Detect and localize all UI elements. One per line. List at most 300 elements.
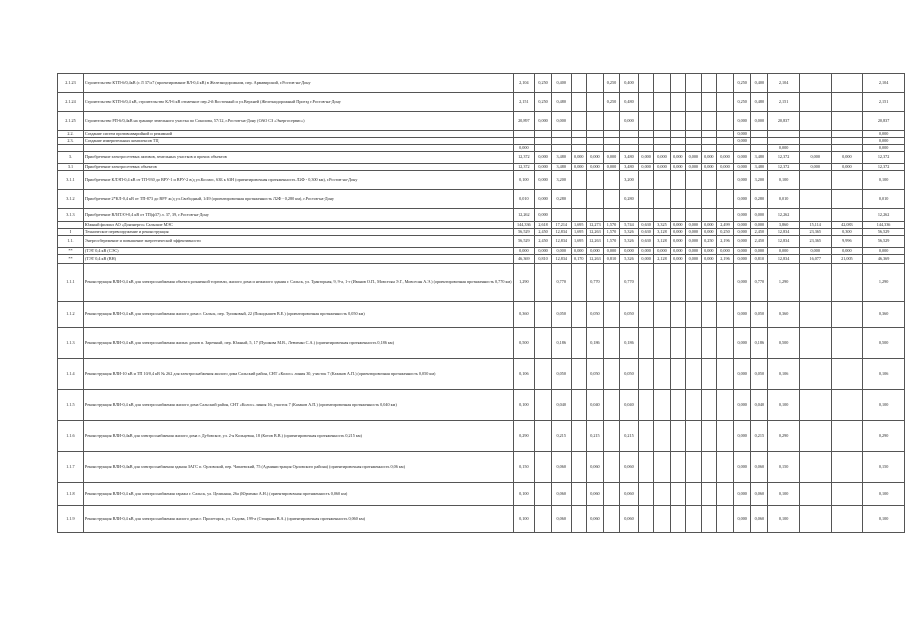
- row-name-cell: Приобретение электросетевых объектов: [83, 164, 513, 171]
- value-cell: [535, 390, 552, 421]
- value-cell: [701, 452, 717, 483]
- value-cell: 0,100: [768, 506, 800, 533]
- value-cell: [701, 421, 717, 452]
- row-name-cell: Создание систем противоаварийной и режимной: [83, 131, 513, 138]
- value-cell: 0,150: [863, 452, 905, 483]
- row-code-cell: 2.3.: [58, 138, 84, 145]
- value-cell: [638, 302, 654, 328]
- value-cell: [751, 138, 768, 145]
- row-name-cell: Энергосбережение и повышение энергетической эффективности: [83, 236, 513, 248]
- value-cell: 0,000: [535, 209, 552, 222]
- value-cell: [587, 74, 604, 93]
- value-cell: 3,480: [551, 152, 571, 164]
- row-name-cell: Реконструкция ВЛИ-0,4 кВ для электроснабжения жилых домов п. Заречный, пер. Южный, 5, 17 (Пушкова М.В., Левченко С.А.) (ориентировочная протяженность 0,186 км): [83, 328, 513, 359]
- value-cell: [717, 421, 734, 452]
- value-cell: [654, 131, 670, 138]
- value-cell: 0,250: [733, 93, 751, 112]
- value-cell: 0,060: [751, 506, 768, 533]
- value-cell: [638, 74, 654, 93]
- row-name-cell: Реконструкция ВЛИ-0,4кВ для электроснабжения жилого дома г. Дубовское, ул. 2-я Кольцевая, 18 (Котов В.В.) (ориентировочная протяженность 0,215 км): [83, 421, 513, 452]
- value-cell: 3,128: [654, 229, 670, 236]
- value-cell: 0,000: [670, 152, 686, 164]
- value-cell: 0,050: [751, 302, 768, 328]
- value-cell: 0,360: [768, 302, 800, 328]
- value-cell: [799, 483, 831, 506]
- value-cell: [638, 452, 654, 483]
- table-row: [58, 74, 905, 93]
- value-cell: [603, 452, 619, 483]
- value-cell: 12,834: [768, 229, 800, 236]
- value-cell: 0,250: [603, 93, 619, 112]
- value-cell: 2,104: [768, 74, 800, 93]
- value-cell: [717, 190, 734, 209]
- row-name-cell: Приобретение электросетевых активов, земельных участков и прочих объектов: [83, 152, 513, 164]
- row-code-cell: 3.1.3: [58, 209, 84, 222]
- value-cell: 0,280: [751, 190, 768, 209]
- value-cell: [603, 359, 619, 390]
- row-name-cell: Реконструкция ВЛИ-0,4кВ для электроснабжения здания ЗАГС п. Орловский, пер. Чапаевский, 75 (Администрация Орловского района) (ориентировочная протяженность 0,06 км): [83, 452, 513, 483]
- value-cell: [686, 452, 702, 483]
- value-cell: [535, 138, 552, 145]
- value-cell: 0,100: [863, 390, 905, 421]
- table-row: [58, 171, 905, 190]
- value-cell: 23,365: [799, 236, 831, 248]
- value-cell: [799, 390, 831, 421]
- value-cell: 0,050: [620, 302, 639, 328]
- value-cell: 0,100: [863, 171, 905, 190]
- value-cell: 1,290: [768, 264, 800, 302]
- value-cell: [717, 112, 734, 131]
- value-cell: [831, 74, 863, 93]
- value-cell: 0,000: [686, 255, 702, 264]
- value-cell: 0,000: [654, 152, 670, 164]
- value-cell: [717, 209, 734, 222]
- value-cell: [670, 131, 686, 138]
- value-cell: [603, 190, 619, 209]
- value-cell: 0,000: [670, 255, 686, 264]
- value-cell: [831, 145, 863, 152]
- value-cell: 0,000: [751, 209, 768, 222]
- row-code-cell: 1.1.6: [58, 421, 84, 452]
- value-cell: 0,290: [863, 421, 905, 452]
- value-cell: [620, 131, 639, 138]
- value-cell: 144,336: [863, 222, 905, 229]
- value-cell: [717, 131, 734, 138]
- value-cell: 0,000: [733, 152, 751, 164]
- value-cell: [831, 209, 863, 222]
- value-cell: [799, 74, 831, 93]
- value-cell: [831, 483, 863, 506]
- value-cell: [654, 506, 670, 533]
- value-cell: 0,000: [831, 248, 863, 255]
- value-cell: [551, 209, 571, 222]
- value-cell: [831, 171, 863, 190]
- value-cell: [638, 506, 654, 533]
- value-cell: [654, 328, 670, 359]
- value-cell: 0,100: [768, 483, 800, 506]
- row-name-cell: (ТЭТ 0,4 кВ (СЭС): [83, 248, 513, 255]
- row-code-cell: 2.1.25: [58, 112, 84, 131]
- value-cell: 1,695: [571, 229, 587, 236]
- value-cell: [587, 209, 604, 222]
- value-cell: 0,050: [751, 359, 768, 390]
- value-cell: 3,325: [654, 222, 670, 229]
- value-cell: [571, 302, 587, 328]
- row-code-cell: I: [58, 229, 84, 236]
- value-cell: [638, 145, 654, 152]
- value-cell: [638, 483, 654, 506]
- value-cell: [535, 452, 552, 483]
- value-cell: 12,372: [768, 164, 800, 171]
- row-name-cell: Строительство КТП-6/0,4 кВ, строительство КЛ-6 кВ отпаечное пер.2-й Восточный и ул.Верхней (Железнодорожный Проезд г.Ростов-на-Дону: [83, 93, 513, 112]
- value-cell: [638, 112, 654, 131]
- value-cell: [686, 138, 702, 145]
- value-cell: [654, 209, 670, 222]
- value-cell: [654, 112, 670, 131]
- value-cell: [831, 190, 863, 209]
- value-cell: [717, 506, 734, 533]
- value-cell: [571, 171, 587, 190]
- value-cell: [587, 138, 604, 145]
- table-row: [58, 264, 905, 302]
- row-name-cell: Реконструкция ВЛИ-0,4 кВ для электроснабжения гаража г. Сальск, ул. Целинная, 26а (Юрченко А.Н.) (ориентировочная протяженность 0,060 км): [83, 483, 513, 506]
- table-row: [58, 131, 905, 138]
- value-cell: 0,000: [799, 248, 831, 255]
- value-cell: 56,529: [863, 229, 905, 236]
- value-cell: [603, 209, 619, 222]
- value-cell: [587, 190, 604, 209]
- value-cell: 0,000: [733, 222, 751, 229]
- value-cell: 0,400: [551, 74, 571, 93]
- value-cell: [654, 93, 670, 112]
- value-cell: 0,000: [863, 145, 905, 152]
- value-cell: 0,000: [863, 131, 905, 138]
- row-code-cell: **: [58, 255, 84, 264]
- value-cell: 0,060: [620, 452, 639, 483]
- row-name-cell: Реконструкция ВЛИ-0,4 кВ для электроснабжения жилого дома г. Сальск, пер. Тупиковый, 22 (Покидышев В.Е.) (ориентировочная протяженность 0,050 км): [83, 302, 513, 328]
- value-cell: [587, 112, 604, 131]
- table-row: [58, 328, 905, 359]
- row-code-cell: **: [58, 248, 84, 255]
- value-cell: 0,100: [768, 171, 800, 190]
- value-cell: 0,100: [513, 506, 535, 533]
- value-cell: 0,360: [513, 302, 535, 328]
- value-cell: [638, 190, 654, 209]
- value-cell: [587, 171, 604, 190]
- value-cell: [603, 421, 619, 452]
- value-cell: [620, 138, 639, 145]
- value-cell: 0,000: [733, 236, 751, 248]
- value-cell: [686, 506, 702, 533]
- value-cell: 12,262: [513, 209, 535, 222]
- value-cell: 0,000: [571, 164, 587, 171]
- table-row: [58, 152, 905, 164]
- value-cell: 0,000: [733, 302, 751, 328]
- row-code-cell: 1.1.: [58, 236, 84, 248]
- value-cell: [603, 506, 619, 533]
- table-row: [58, 209, 905, 222]
- value-cell: 0,000: [670, 248, 686, 255]
- value-cell: 0,010: [863, 190, 905, 209]
- value-cell: [701, 209, 717, 222]
- value-cell: 17,214: [551, 222, 571, 229]
- value-cell: 0,000: [701, 248, 717, 255]
- value-cell: [603, 138, 619, 145]
- row-code-cell: 2.1.23: [58, 74, 84, 93]
- value-cell: [670, 483, 686, 506]
- value-cell: 0,100: [863, 483, 905, 506]
- value-cell: 0,810: [535, 255, 552, 264]
- value-cell: 0,000: [603, 248, 619, 255]
- value-cell: 0,040: [551, 390, 571, 421]
- value-cell: 0,060: [620, 483, 639, 506]
- value-cell: [535, 506, 552, 533]
- value-cell: 12,262: [768, 209, 800, 222]
- value-cell: [686, 302, 702, 328]
- value-cell: [717, 74, 734, 93]
- row-code-cell: 2.1.24: [58, 93, 84, 112]
- value-cell: 0,250: [603, 74, 619, 93]
- value-cell: [571, 328, 587, 359]
- value-cell: [701, 390, 717, 421]
- value-cell: [670, 452, 686, 483]
- value-cell: 0,000: [799, 152, 831, 164]
- value-cell: [513, 131, 535, 138]
- value-cell: [535, 145, 552, 152]
- value-cell: 0,000: [535, 152, 552, 164]
- value-cell: 12,263: [587, 229, 604, 236]
- table-row: [58, 112, 905, 131]
- value-cell: 56,529: [513, 236, 535, 248]
- value-cell: [654, 359, 670, 390]
- value-cell: 2,151: [863, 93, 905, 112]
- value-cell: 0,000: [535, 171, 552, 190]
- value-cell: [701, 138, 717, 145]
- value-cell: 0,000: [733, 131, 751, 138]
- value-cell: [799, 264, 831, 302]
- value-cell: 0,290: [768, 421, 800, 452]
- value-cell: [686, 145, 702, 152]
- value-cell: [670, 138, 686, 145]
- value-cell: 12,372: [863, 152, 905, 164]
- value-cell: 0,250: [701, 236, 717, 248]
- value-cell: 2,151: [513, 93, 535, 112]
- value-cell: 0,000: [686, 229, 702, 236]
- value-cell: [654, 138, 670, 145]
- value-cell: 2,104: [513, 74, 535, 93]
- value-cell: 0,000: [535, 248, 552, 255]
- value-cell: [701, 483, 717, 506]
- value-cell: 0,000: [638, 152, 654, 164]
- value-cell: 0,215: [587, 421, 604, 452]
- row-code-cell: 1.1.3: [58, 328, 84, 359]
- value-cell: 0,186: [587, 328, 604, 359]
- value-cell: [535, 302, 552, 328]
- value-cell: [717, 93, 734, 112]
- value-cell: 2,196: [717, 255, 734, 264]
- value-cell: 0,250: [535, 74, 552, 93]
- value-cell: 0,500: [863, 328, 905, 359]
- value-cell: 0,000: [863, 248, 905, 255]
- value-cell: 144,336: [513, 222, 535, 229]
- value-cell: 0,290: [513, 421, 535, 452]
- value-cell: 0,630: [638, 229, 654, 236]
- value-cell: 0,215: [751, 421, 768, 452]
- value-cell: [701, 264, 717, 302]
- value-cell: [701, 359, 717, 390]
- value-cell: 0,060: [587, 506, 604, 533]
- value-cell: [654, 171, 670, 190]
- value-cell: 12,834: [551, 255, 571, 264]
- value-cell: [603, 264, 619, 302]
- table-row: [58, 452, 905, 483]
- value-cell: [670, 74, 686, 93]
- value-cell: [670, 302, 686, 328]
- value-cell: [686, 190, 702, 209]
- value-cell: [571, 112, 587, 131]
- value-cell: 46,369: [513, 255, 535, 264]
- value-cell: [717, 264, 734, 302]
- value-cell: [831, 390, 863, 421]
- value-cell: [831, 452, 863, 483]
- value-cell: 0,000: [733, 138, 751, 145]
- value-cell: [799, 209, 831, 222]
- value-cell: [751, 131, 768, 138]
- value-cell: [701, 112, 717, 131]
- value-cell: 0,186: [551, 328, 571, 359]
- row-code-cell: 3.1: [58, 164, 84, 171]
- value-cell: [603, 390, 619, 421]
- table-row: [58, 93, 905, 112]
- value-cell: 0,000: [799, 164, 831, 171]
- row-code-cell: 3.1.2: [58, 190, 84, 209]
- value-cell: 12,834: [768, 236, 800, 248]
- value-cell: [799, 138, 831, 145]
- value-cell: 1,695: [571, 236, 587, 248]
- value-cell: 0,060: [620, 506, 639, 533]
- value-cell: 0,000: [638, 164, 654, 171]
- value-cell: 0,000: [768, 145, 800, 152]
- value-cell: 12,372: [513, 152, 535, 164]
- value-cell: 0,040: [620, 390, 639, 421]
- table-row: [58, 229, 905, 236]
- row-code-cell: 1.1.1: [58, 264, 84, 302]
- value-cell: [654, 302, 670, 328]
- table-row: [58, 483, 905, 506]
- value-cell: 0,000: [638, 248, 654, 255]
- row-name-cell: [83, 145, 513, 152]
- value-cell: 0,000: [513, 248, 535, 255]
- value-cell: [701, 171, 717, 190]
- row-code-cell: 1.1.4: [58, 359, 84, 390]
- value-cell: [799, 452, 831, 483]
- value-cell: 0,480: [620, 93, 639, 112]
- value-cell: [620, 145, 639, 152]
- value-cell: 2,618: [535, 222, 552, 229]
- value-cell: 0,000: [701, 152, 717, 164]
- value-cell: 0,480: [751, 93, 768, 112]
- value-cell: [638, 171, 654, 190]
- value-cell: 0,000: [551, 248, 571, 255]
- value-cell: 0,280: [551, 190, 571, 209]
- table-row: [58, 236, 905, 248]
- value-cell: 1,695: [571, 222, 587, 229]
- row-code-cell: [58, 222, 84, 229]
- value-cell: 12,263: [587, 255, 604, 264]
- value-cell: 0,000: [701, 229, 717, 236]
- value-cell: 0,000: [717, 164, 734, 171]
- value-cell: [831, 93, 863, 112]
- value-cell: 3,480: [751, 152, 768, 164]
- value-cell: 0,100: [863, 506, 905, 533]
- value-cell: 0,106: [863, 359, 905, 390]
- value-cell: [603, 131, 619, 138]
- value-cell: [571, 421, 587, 452]
- value-cell: 0,250: [717, 229, 734, 236]
- value-cell: 42,083: [831, 222, 863, 229]
- value-cell: 5,326: [620, 255, 639, 264]
- value-cell: [799, 328, 831, 359]
- value-cell: [686, 390, 702, 421]
- value-cell: 0,060: [587, 452, 604, 483]
- value-cell: 46,369: [863, 255, 905, 264]
- row-code-cell: 3.: [58, 152, 84, 164]
- value-cell: [701, 190, 717, 209]
- table-row: [58, 145, 905, 152]
- value-cell: 0,000: [751, 112, 768, 131]
- value-cell: [799, 171, 831, 190]
- row-name-cell: Южный филиал АО «Донэнерго» Сальские МЭС: [83, 222, 513, 229]
- value-cell: 0,010: [768, 190, 800, 209]
- value-cell: [701, 145, 717, 152]
- value-cell: [638, 131, 654, 138]
- value-cell: 0,770: [751, 264, 768, 302]
- value-cell: 0,000: [686, 164, 702, 171]
- value-cell: [638, 93, 654, 112]
- value-cell: 0,000: [670, 229, 686, 236]
- value-cell: 0,000: [535, 112, 552, 131]
- value-cell: 0,000: [733, 229, 751, 236]
- table-row: [58, 138, 905, 145]
- value-cell: 0,000: [686, 248, 702, 255]
- value-cell: [799, 506, 831, 533]
- value-cell: [670, 506, 686, 533]
- value-cell: 5,326: [620, 236, 639, 248]
- value-cell: [535, 264, 552, 302]
- value-cell: 1,290: [863, 264, 905, 302]
- value-cell: [670, 328, 686, 359]
- value-cell: 0,000: [733, 359, 751, 390]
- value-cell: 0,050: [620, 359, 639, 390]
- value-cell: 20,897: [513, 112, 535, 131]
- value-cell: 16,077: [799, 255, 831, 264]
- value-cell: [638, 390, 654, 421]
- value-cell: 12,372: [863, 164, 905, 171]
- value-cell: 0,000: [733, 248, 751, 255]
- value-cell: 0,060: [751, 483, 768, 506]
- value-cell: 0,215: [551, 421, 571, 452]
- value-cell: [686, 74, 702, 93]
- value-cell: 20,837: [768, 112, 800, 131]
- value-cell: [638, 209, 654, 222]
- value-cell: 0,000: [733, 164, 751, 171]
- value-cell: [571, 506, 587, 533]
- value-cell: 0,106: [513, 359, 535, 390]
- value-cell: [535, 359, 552, 390]
- value-cell: 0,000: [686, 152, 702, 164]
- value-cell: 0,000: [733, 190, 751, 209]
- value-cell: 0,000: [751, 248, 768, 255]
